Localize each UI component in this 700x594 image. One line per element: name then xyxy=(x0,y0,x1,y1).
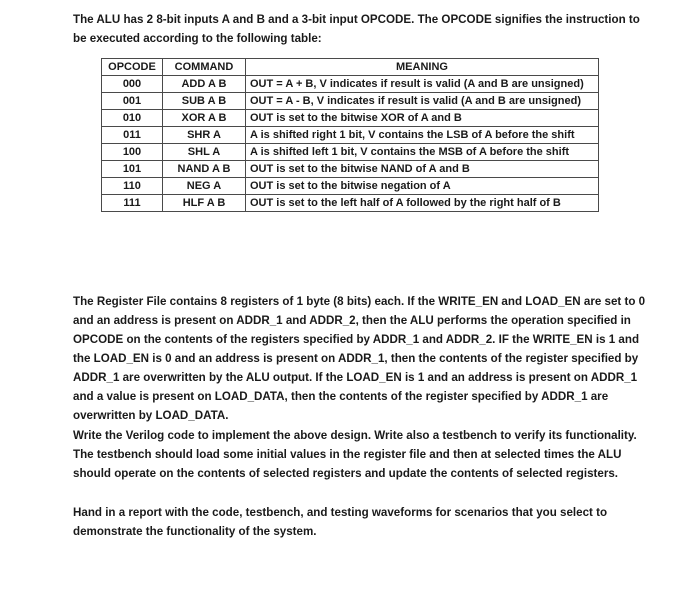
intro-paragraph: The ALU has 2 8-bit inputs A and B and a 3-bit input OPCODE. The OPCODE signifies the instruction to be executed according to the following table: xyxy=(73,13,640,45)
task-paragraph: Write the Verilog code to implement the above design. Write also a testbench to verify its functionality. The testbench should load some initial values in the register file and then at selected times the ALU should operate on the contents of selected registers and update the contents of selected registers. xyxy=(73,429,637,480)
cell-meaning: OUT is set to the bitwise negation of A xyxy=(246,178,599,195)
cell-meaning: OUT = A - B, V indicates if result is valid (A and B are unsigned) xyxy=(246,93,599,110)
cell-command: SUB A B xyxy=(163,93,246,110)
cell-opcode: 110 xyxy=(102,178,163,195)
table-row xyxy=(102,195,599,212)
opcode-table xyxy=(101,58,599,212)
cell-opcode: 001 xyxy=(102,93,163,110)
cell-command: SHR A xyxy=(163,127,246,144)
table-row xyxy=(102,144,599,161)
cell-command: HLF A B xyxy=(163,195,246,212)
table-row xyxy=(102,178,599,195)
cell-command: SHL A xyxy=(163,144,246,161)
table-row xyxy=(102,110,599,127)
report-paragraph: Hand in a report with the code, testbench, and testing waveforms for scenarios that you select to demonstrate the functionality of the system. xyxy=(73,506,608,538)
table-row xyxy=(102,93,599,110)
table-row xyxy=(102,127,599,144)
cell-opcode: 100 xyxy=(102,144,163,161)
cell-command: ADD A B xyxy=(163,76,246,93)
cell-command: NAND A B xyxy=(163,161,246,178)
cell-opcode: 010 xyxy=(102,110,163,127)
cell-meaning: OUT = A + B, V indicates if result is valid (A and B are unsigned) xyxy=(246,76,599,93)
cell-meaning: A is shifted right 1 bit, V contains the LSB of A before the shift xyxy=(246,127,599,144)
cell-meaning: OUT is set to the bitwise XOR of A and B xyxy=(246,110,599,127)
cell-meaning: OUT is set to the bitwise NAND of A and B xyxy=(246,161,599,178)
table-row xyxy=(102,161,599,178)
cell-command: NEG A xyxy=(163,178,246,195)
cell-opcode: 000 xyxy=(102,76,163,93)
cell-meaning: OUT is set to the left half of A followed by the right half of B xyxy=(246,195,599,212)
table-row xyxy=(102,76,599,93)
table-header-row xyxy=(102,59,599,76)
cell-opcode: 011 xyxy=(102,127,163,144)
cell-opcode: 101 xyxy=(102,161,163,178)
header-meaning: MEANING xyxy=(246,59,599,76)
cell-meaning: A is shifted left 1 bit, V contains the MSB of A before the shift xyxy=(246,144,599,161)
header-command: COMMAND xyxy=(163,59,246,76)
header-opcode: OPCODE xyxy=(102,59,163,76)
cell-opcode: 111 xyxy=(102,195,163,212)
cell-command: XOR A B xyxy=(163,110,246,127)
register-file-paragraph: The Register File contains 8 registers of 1 byte (8 bits) each. If the WRITE_EN and LOAD_EN are set to 0 and an address is present on ADDR_1 and ADDR_2, then the ALU performs the operation specified in OPCODE on the contents of the registers specified by ADDR_1 and ADDR_2. IF the WRITE_EN is 1 and the LOAD_EN is 0 and an address is present on ADDR_1, then the contents of the register specified by ADDR_1 are overwritten by the ALU output. If the LOAD_EN is 1 and an address is present on ADDR_1 and a value is present on LOAD_DATA, then the contents of the register specified by ADDR_1 are overwritten by LOAD_DATA. xyxy=(73,295,646,422)
